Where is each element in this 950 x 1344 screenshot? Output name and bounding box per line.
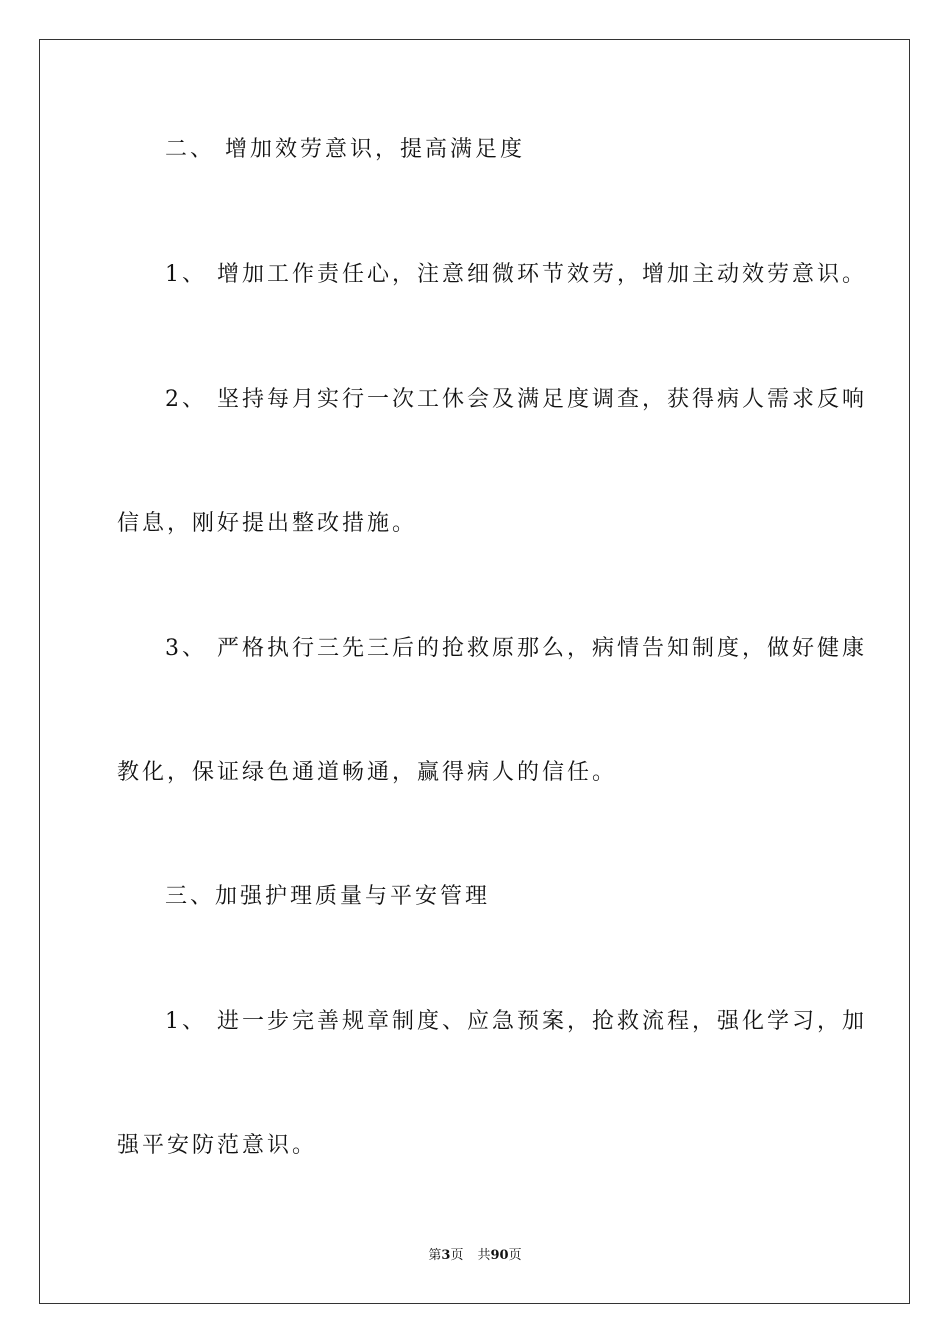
- list-item-2-3-line1: 3、 严格执行三先三后的抢救原那么，病情告知制度，做好健康: [165, 636, 867, 661]
- list-item-2-1: 1、 增加工作责任心，注意细微环节效劳，增加主动效劳意识。: [165, 262, 867, 287]
- list-item-3-1-line1: 1、 进一步完善规章制度、应急预案，抢救流程，强化学习，加: [165, 1009, 867, 1034]
- page-footer: [0, 1247, 950, 1265]
- section-heading-3: 三、加强护理质量与平安管理: [165, 884, 491, 909]
- footer-total-suffix: 页: [508, 1248, 522, 1263]
- footer-total-prefix: 共: [477, 1248, 491, 1263]
- section-heading-2: 二、 增加效劳意识，提高满足度: [165, 137, 525, 162]
- list-item-2-2-line2: 信息，刚好提出整改措施。: [117, 511, 418, 536]
- list-item-2-2-line1: 2、 坚持每月实行一次工休会及满足度调查，获得病人需求反响: [165, 387, 867, 412]
- footer-page-number: 3: [441, 1248, 451, 1263]
- footer-page-suffix: 页: [450, 1248, 464, 1263]
- page-frame: [39, 39, 910, 1304]
- list-item-2-3-line2: 教化，保证绿色通道畅通，赢得病人的信任。: [117, 760, 618, 785]
- footer-page-prefix: 第: [428, 1248, 442, 1263]
- footer-total-pages: 90: [490, 1248, 509, 1263]
- list-item-3-1-line2: 强平安防范意识。: [117, 1133, 318, 1158]
